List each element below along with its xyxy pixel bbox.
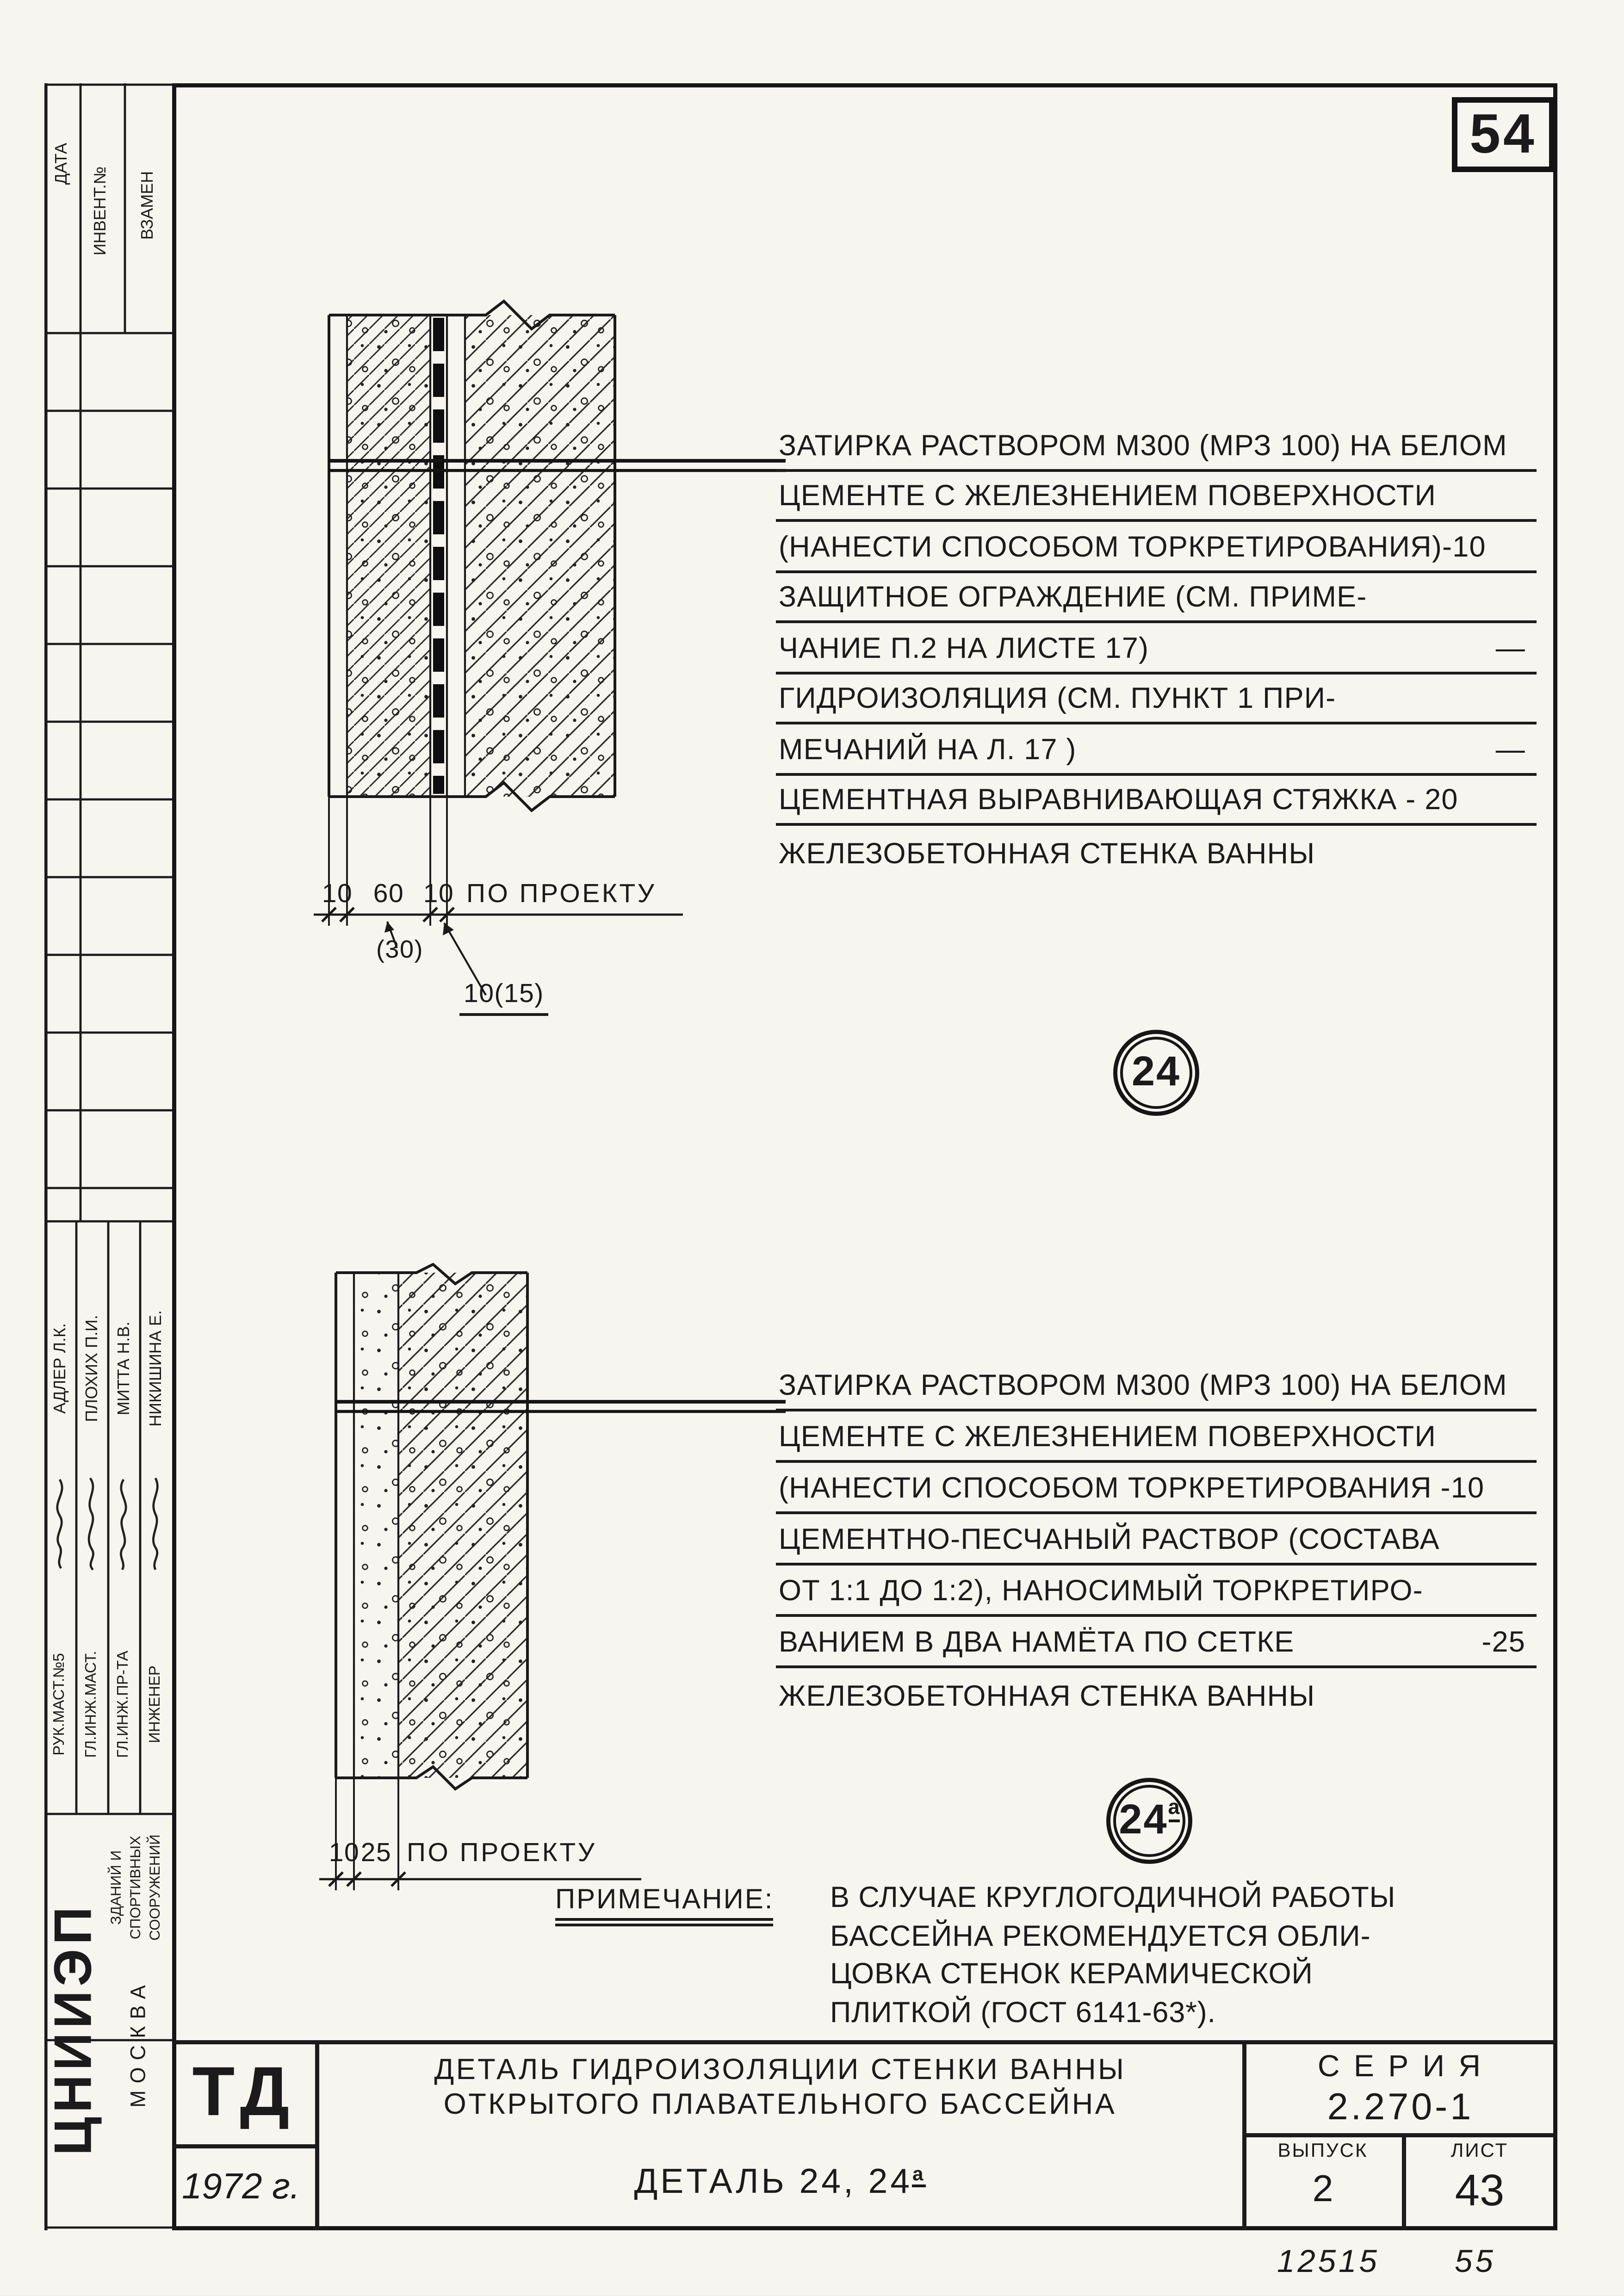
- signer-role: ГЛ.ИНЖ.МАСТ.: [83, 1651, 100, 1758]
- org-logo: ЦНИИЭП: [45, 1902, 104, 2156]
- dim-label: 10: [329, 1839, 360, 1868]
- signer-role: ГЛ.ИНЖ.ПР-ТА: [115, 1651, 132, 1758]
- dim-label-project: ПО ПРОЕКТУ: [466, 880, 657, 909]
- issue-value: 2: [1312, 2168, 1333, 2209]
- callout-text: ЦЕМЕНТЕ С ЖЕЛЕЗНЕНИЕМ ПОВЕРХНОСТИ: [779, 1421, 1436, 1453]
- signer-name: ПЛОХИХ П.И.: [82, 1315, 101, 1422]
- detail-24-bubble: [1113, 1030, 1199, 1116]
- callout-line: [776, 471, 1537, 522]
- detail-number-suffix: а: [1168, 1795, 1180, 1822]
- detail-24a-callouts: [776, 1360, 1537, 1720]
- issue-label: ВЫПУСК: [1277, 2139, 1368, 2161]
- dim-label-note: 10(15): [459, 980, 548, 1016]
- callout-text: ЦЕМЕНТНАЯ ВЫРАВНИВАЮЩАЯ СТЯЖКА - 20: [779, 784, 1458, 816]
- org-name-line: СПОРТИВНЫХ: [128, 1835, 144, 1940]
- callout-line: [776, 1463, 1537, 1514]
- callout-text: ЦЕМЕНТЕ С ЖЕЛЕЗНЕНИЕМ ПОВЕРХНОСТИ: [779, 480, 1436, 512]
- callout-line: [776, 1566, 1537, 1617]
- callout-text: ЖЕЛЕЗОБЕТОННАЯ СТЕНКА ВАННЫ: [779, 837, 1315, 870]
- callout-text: (НАНЕСТИ СПОСОБОМ ТОРКРЕТИРОВАНИЯ)-10: [779, 531, 1486, 563]
- sheet-number-box: [1452, 97, 1555, 172]
- strip-label-invent: ИНВЕНТ.№: [90, 166, 110, 256]
- strip-label-vzamen: ВЗАМЕН: [137, 171, 157, 240]
- note-line: В СЛУЧАЕ КРУГЛОГОДИЧНОЙ РАБОТЫ: [830, 1882, 1396, 1914]
- year-label: 1972 г.: [182, 2165, 300, 2207]
- callout-text: ЦЕМЕНТНО-ПЕСЧАНЫЙ РАСТВОР (СОСТАВА: [779, 1524, 1440, 1556]
- titleblock-divider: [1242, 2133, 1557, 2137]
- sheet-label: ЛИСТ: [1450, 2139, 1509, 2161]
- drawing-subtitle: [322, 2162, 1238, 2203]
- sheet-number: 54: [1469, 103, 1537, 165]
- dim-label-alt: (30): [376, 935, 423, 963]
- callout-line: [776, 775, 1537, 826]
- signer-role: ИНЖЕНЕР: [147, 1665, 164, 1743]
- note-text: [830, 1882, 1455, 2035]
- detail-24a-bubble: [1106, 1778, 1192, 1864]
- org-name-line: ЗДАНИЙ И: [108, 1850, 125, 1925]
- callout-line: [776, 1360, 1537, 1411]
- drawing-title-line1: ДЕТАЛЬ ГИДРОИЗОЛЯЦИИ СТЕНКИ ВАННЫ: [434, 2054, 1126, 2086]
- callout-line: [776, 522, 1537, 573]
- signature-scribble: [112, 1474, 135, 1574]
- signature-scribble: [144, 1474, 167, 1574]
- dim-label: 25: [360, 1839, 392, 1868]
- callout-line: [776, 1668, 1537, 1720]
- detail-24-drawing: [278, 298, 805, 1055]
- signature-scribble: [81, 1474, 103, 1574]
- detail-number: 24: [1119, 1797, 1168, 1843]
- callout-tail: —: [1495, 733, 1525, 766]
- note-line: ПЛИТКОЙ (ГОСТ 6141-63*).: [830, 1996, 1216, 2029]
- publisher-logo: ТД: [192, 2053, 297, 2130]
- callout-line: [776, 573, 1537, 624]
- dim-label-project: ПО ПРОЕКТУ: [407, 1839, 597, 1868]
- callout-text: ЗАТИРКА РАСТВОРОМ М300 (МРЗ 100) НА БЕЛОМ: [779, 429, 1507, 462]
- callout-line: [776, 826, 1537, 877]
- callout-tail: -25: [1481, 1627, 1525, 1659]
- signer-name: АДЛЕР Л.К.: [50, 1323, 69, 1414]
- titleblock-border: [172, 2040, 1557, 2044]
- drawing-title-line2: ОТКРЫТОГО ПЛАВАТЕЛЬНОГО БАССЕЙНА: [443, 2089, 1117, 2121]
- subtitle-text: ДЕТАЛЬ 24, 24: [634, 2162, 913, 2201]
- callout-text: ЧАНИЕ П.2 НА ЛИСТЕ 17): [779, 632, 1149, 664]
- dim-label: 10: [423, 880, 454, 909]
- callout-text: ГИДРОИЗОЛЯЦИЯ (СМ. ПУНКТ 1 ПРИ-: [779, 683, 1336, 715]
- shotcrete-layer: [354, 1273, 398, 1778]
- signature-scribble: [49, 1474, 71, 1574]
- callout-text: ВАНИЕМ В ДВА НАМЁТА ПО СЕТКЕ: [779, 1627, 1295, 1659]
- note-label: ПРИМЕЧАНИЕ:: [555, 1885, 774, 1926]
- note-line: БАССЕЙНА РЕКОМЕНДУЕТСЯ ОБЛИ-: [830, 1920, 1371, 1952]
- strip-label-date: ДАТА: [51, 142, 71, 185]
- detail-number: 24: [1131, 1049, 1181, 1095]
- signer-name: НИКИШИНА Е.: [146, 1310, 165, 1427]
- document-number: 12515: [1277, 2243, 1380, 2279]
- callout-text: (НАНЕСТИ СПОСОБОМ ТОРКРЕТИРОВАНИЯ -10: [779, 1473, 1485, 1504]
- dim-label: 60: [373, 880, 404, 909]
- org-city: МОСКВА: [127, 1978, 151, 2108]
- sheet-value: 43: [1455, 2165, 1505, 2215]
- titleblock-divider: [315, 2040, 319, 2230]
- signer-role: РУК.МАСТ.№5: [51, 1653, 68, 1756]
- callout-line: [776, 724, 1537, 775]
- subtitle-suffix: а: [912, 2162, 926, 2187]
- callout-text: ОТ 1:1 ДО 1:2), НАНОСИМЫЙ ТОРКРЕТИРО-: [779, 1575, 1423, 1607]
- note-line: ЦОВКА СТЕНОК КЕРАМИЧЕСКОЙ: [830, 1958, 1313, 1990]
- callout-line: [776, 1617, 1537, 1668]
- callout-text: ЗАЩИТНОЕ ОГРАЖДЕНИЕ (СМ. ПРИМЕ-: [779, 582, 1367, 613]
- callout-line: [776, 421, 1537, 471]
- series-value: 2.270-1: [1327, 2086, 1474, 2128]
- callout-text: МЕЧАНИЙ НА Л. 17 ): [779, 733, 1077, 766]
- titleblock-divider: [172, 2144, 315, 2148]
- callout-text: ЖЕЛЕЗОБЕТОННАЯ СТЕНКА ВАННЫ: [779, 1681, 1315, 1713]
- callout-line: [776, 1514, 1537, 1566]
- page-number: 55: [1455, 2243, 1496, 2279]
- detail-24-callouts: [776, 421, 1537, 877]
- callout-line: [776, 1411, 1537, 1463]
- series-label: С Е Р И Я: [1317, 2048, 1484, 2083]
- callout-line: [776, 674, 1537, 725]
- dim-label: 10: [322, 880, 353, 909]
- org-name-line: СООРУЖЕНИЙ: [147, 1834, 164, 1941]
- detail-24a-drawing: [278, 1263, 805, 1915]
- callout-text: ЗАТИРКА РАСТВОРОМ М300 (МРЗ 100) НА БЕЛОМ: [779, 1370, 1507, 1402]
- signer-name: МИТТА Н.В.: [114, 1321, 133, 1416]
- callout-tail: —: [1495, 632, 1525, 664]
- callout-line: [776, 623, 1537, 674]
